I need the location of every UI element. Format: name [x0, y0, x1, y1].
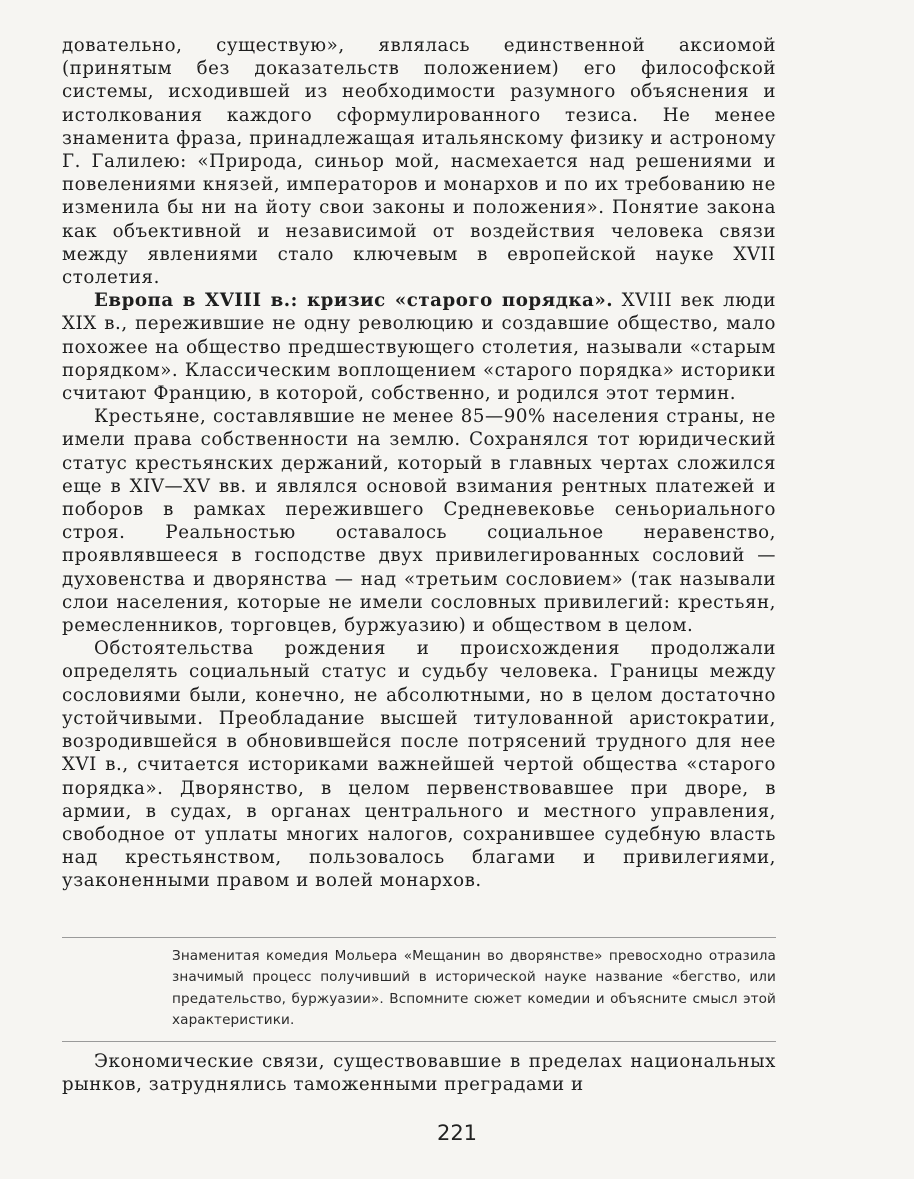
page-number: 221	[436, 1121, 478, 1145]
paragraph-text: Экономические связи, существовавшие в пределах национальных рынков, затруднялись таможенными преградами и	[62, 1051, 776, 1096]
note-divider-top	[62, 937, 776, 938]
note-text: Знаменитая комедия Мольера «Мещанин во дворянстве» превосходно отразила значимый процесс получивший в исторической науке название «бегство, или предательство, буржуазии». Вспомните сюжет комедии и объясните смысл этой характеристики.	[172, 948, 776, 1029]
main-text-top	[62, 34, 776, 893]
paragraph-continued	[62, 34, 776, 289]
paragraph-circumstances	[62, 637, 776, 892]
paragraph-text: доватeльно, существую», являлась единственной аксиомой (принятым без доказательств положением) его философской системы, исходившей из необходимости разумного объяснения и истолкования каждого сформулированного тезиса. Не менее знаменита фраза, принадлежащая итальянскому физику и астроному Г. Галилею: «Природа, синьор мой, насмехается над решениями и повелениями князей, императоров и монархов и по их требованию не изменила бы ни на йоту свои законы и положения». Понятие закона как объективной и независимой от воздействия человека связи между явлениями стало ключевым в европейской науке XVII столетия.	[62, 35, 776, 289]
paragraph-text: XVIII век люди XIX в., пережившие не одну революцию и создавшие общество, мало похожее на общество предшествующего столетия, называли «старым порядком». Классическим воплощением «старого порядка» историки считают Францию, в которой, собственно, и родился этот термин.	[62, 290, 777, 405]
paragraph-europe-18th-century	[62, 289, 776, 405]
paragraph-peasants	[62, 405, 776, 637]
main-text-bottom	[62, 1050, 776, 1096]
paragraph-text: Крестьяне, составлявшие не менее 85—90% населения страны, не имели права собственности на землю. Сохранялся тот юридический статус крестьянских держаний, который в главных чертах сложился еще в XIV—XV вв. и являлся основой взимания рентных платежей и поборов в рамках пережившего Средневековье сеньориального строя. Реальностью оставалось социальное неравенство, проявлявшееся в господстве двух привилегированных сословий — духовенства и дворянства — над «третьим сословием» (так называли слои населения, которые не имели сословных привилегий: крестьян, ремесленников, торговцев, буржуазию) и обществом в целом.	[62, 406, 776, 637]
sidebar-note	[172, 946, 776, 1032]
section-heading: Европа в XVIII в.: кризис «старого порядка».	[94, 290, 614, 312]
paragraph-text: Обстоятельства рождения и происхождения продолжали определять социальный статус и судьбу человека. Границы между сословиями были, конечно, не абсолютными, но в целом достаточно устойчивыми. Преобладание высшей титулованной аристократии, возродившейся в обновившейся после потрясений трудного для нее XVI в., считается историками важнейшей чертой общества «старого порядка». Дворянство, в целом первенствовавшее при дворе, в армии, в судах, в органах центрального и местного управления, свободное от уплаты многих налогов, сохранившее судебную власть над крестьянством, пользовалось благами и привилегиями, узаконенными правом и волей монархов.	[62, 638, 776, 892]
paragraph-economic-ties	[62, 1050, 776, 1096]
note-divider-bottom	[62, 1041, 776, 1042]
